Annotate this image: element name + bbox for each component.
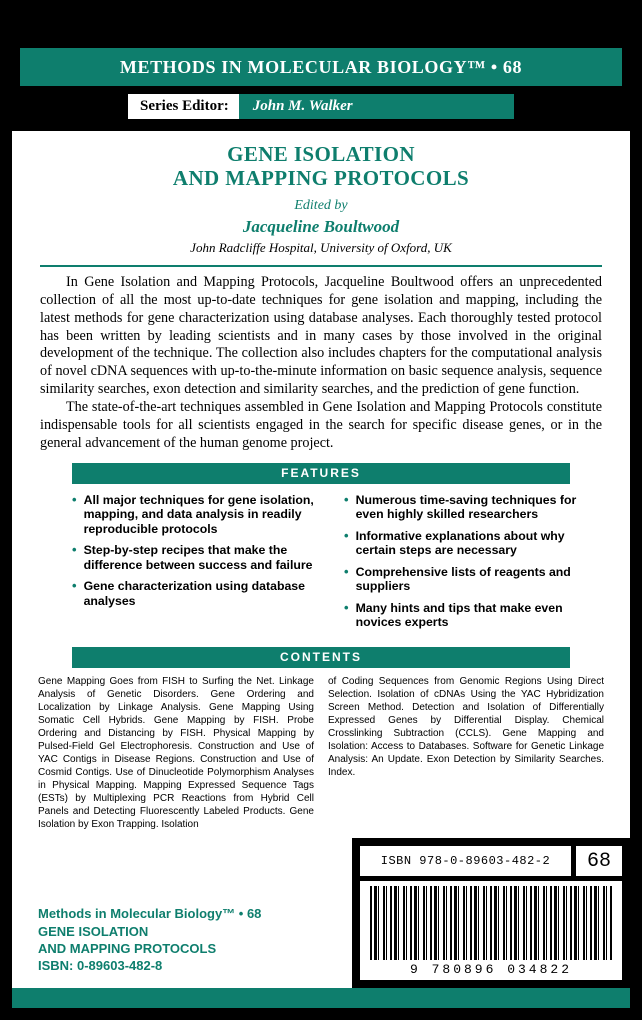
contents-header-bar [72, 647, 570, 668]
bottom-accent-bar [12, 988, 630, 1008]
contents-header: CONTENTS [280, 650, 362, 665]
list-item [344, 601, 590, 630]
bullet-icon: • [72, 578, 77, 594]
footer-title-line2: AND MAPPING PROTOCOLS [38, 940, 217, 956]
list-item [72, 579, 318, 608]
list-item [344, 529, 590, 558]
editor-affiliation: John Radcliffe Hospital, University of Oxford, UK [190, 239, 452, 255]
features-header: FEATURES [281, 466, 361, 481]
feature-text: Comprehensive lists of reagents and suppliers [355, 564, 571, 594]
barcode-panel [352, 838, 630, 988]
footer-imprint [38, 905, 261, 974]
book-title-line1: GENE ISOLATION [227, 142, 415, 166]
main-panel [12, 131, 630, 988]
bullet-icon: • [72, 542, 77, 558]
feature-text: Gene characterization using database analyses [83, 579, 305, 608]
contents-column-left: Gene Mapping Goes from FISH to Surfing the Net. Linkage Analysis of Genetic Disorders. Gene Ordering and Localization by Linkage Analysis. Gene Mapping Using Somatic Cell Hybrids. Gene Mapping by FISH. Probe Ordering and Distancing by FISH. Physical Mapping by Pulsed-Field Gel Electrophoresis. Construction and Use of YAC Contigs in Disease Regions. Construction and Use of Cosmid Contigs. Use of Dinucleotide Polymorphism Analyses in Physical Mapping. Mapping Expressed Sequence Tags (ESTs) by Multiplexing PCR Reactions from Hybrid Cell Panels and Detecting Fluorescently Labeled Products. Gene Isolation by Exon Trapping. Isolation [38, 675, 314, 830]
feature-text: Many hints and tips that make even novices experts [355, 600, 563, 630]
feature-text: Informative explanations about why certain steps are necessary [355, 528, 565, 558]
feature-text: Step-by-step recipes that make the difference between success and failure [83, 543, 313, 572]
bullet-icon: • [344, 599, 349, 615]
footer-series-line: Methods in Molecular Biology™ • 68 [38, 906, 262, 922]
barcode-digits: 9 780896 034822 [409, 962, 573, 977]
list-item [72, 493, 318, 537]
series-editor-label: Series Editor: [140, 98, 229, 114]
edited-by-label: Edited by [294, 197, 348, 213]
bullet-icon: • [344, 491, 349, 507]
list-item [344, 565, 590, 594]
book-title-line2: AND MAPPING PROTOCOLS [172, 165, 470, 190]
footer-isbn: ISBN: 0-89603-482-8 [38, 957, 163, 973]
feature-text: All major techniques for gene isolation, mapping, and data analysis in readily reproducible protocols [83, 492, 314, 536]
bullet-icon: • [72, 491, 77, 507]
features-list [72, 493, 590, 637]
description-paragraph-2: The state-of-the-art techniques assembled in Gene Isolation and Mapping Protocols constitute indispensable tools for all scientists engaged in the search for specific disease genes, or in the general advancement of the human genome project. [40, 399, 602, 451]
bullet-icon: • [344, 527, 349, 543]
features-column-left [72, 493, 318, 637]
barcode-body [360, 881, 622, 980]
barcode-isbn-text: ISBN 978-0-89603-482-2 [360, 846, 571, 876]
list-item [344, 493, 590, 522]
editor-name: Jacqueline Boultwood [242, 216, 400, 236]
divider-rule [40, 265, 602, 267]
features-header-bar [72, 463, 570, 484]
features-column-right [344, 493, 590, 637]
title-block [12, 131, 630, 256]
description-paragraph-1: In Gene Isolation and Mapping Protocols, Jacqueline Boultwood offers an unprecedented collection of all the most up-to-date techniques for gene isolation and mapping, including the latest methods for gene characterization using database analyses. Each thoroughly tested protocol has been written by leading scientists and in many cases by those involved in the original development of the technique. The collection also includes chapters for the computational analysis of novel cDNA sequences with up-to-the-minute information on basic sequence analysis, sequence similarity searches, exon detection and similarity searches, and the prediction of gene function. [40, 273, 602, 398]
feature-text: Numerous time-saving techniques for even highly skilled researchers [355, 492, 577, 522]
contents-column-right: of Coding Sequences from Genomic Regions Using Direct Selection. Isolation of cDNAs Using the YAC Hybridization Screen Method. Detection and Isolation of Differentially Expressed Genes by Differential Display. Chemical Crosslinking Subtraction (CCLS). Gene Mapping and Isolation: Access to Databases. Software for Genetic Linkage Analysis: An Update. Exon Detection by Similarity Searches. Index. [328, 675, 604, 778]
footer-title-line1: GENE ISOLATION [38, 923, 149, 939]
description [40, 274, 602, 453]
bullet-icon: • [344, 563, 349, 579]
series-masthead-bar [20, 48, 622, 86]
barcode-volume-number: 68 [576, 846, 622, 876]
series-editor-strip [128, 94, 514, 119]
list-item [72, 543, 318, 572]
series-title: METHODS IN MOLECULAR BIOLOGY™ • 68 [119, 56, 523, 77]
barcode-top-row [360, 846, 622, 876]
contents-list [38, 675, 604, 831]
series-editor-name: John M. Walker [239, 94, 514, 119]
barcode-bars-icon [370, 886, 612, 960]
